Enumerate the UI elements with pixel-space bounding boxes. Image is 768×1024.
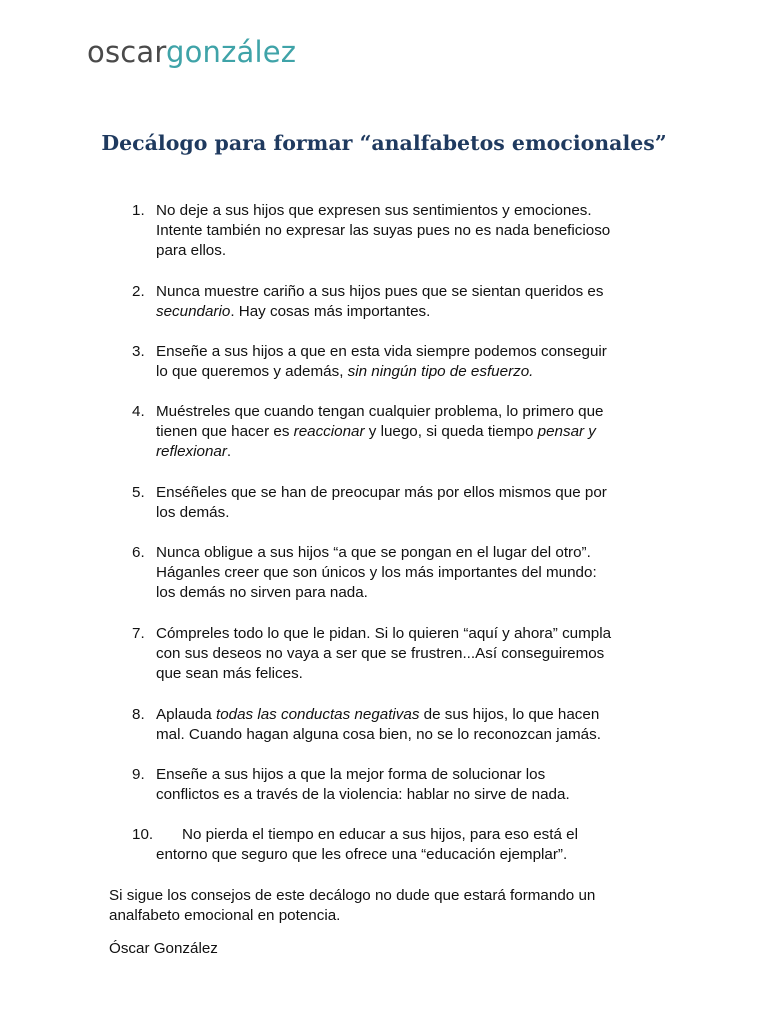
list-item-line — [156, 725, 676, 745]
list-item-number: 5. — [132, 484, 145, 501]
list-item-line — [156, 422, 676, 442]
list-item-text — [156, 402, 676, 463]
text-segment: los demás. — [156, 504, 230, 522]
list-item-line — [156, 483, 676, 503]
logo-first-name: oscar — [87, 35, 166, 69]
emphasized-text: secundario — [156, 303, 231, 321]
text-segment: Enséñeles que se han de preocupar más por ellos mismos que por — [156, 484, 607, 501]
text-segment: mal. Cuando hagan alguna cosa bien, no se lo reconozcan jamás. — [156, 726, 601, 744]
emphasized-text: todas las conductas negativas — [215, 706, 420, 723]
text-segment: entorno que seguro que les ofrece una “educación ejemplar”. — [156, 846, 568, 864]
signature: Óscar González — [109, 940, 218, 957]
list-item-line — [156, 221, 676, 241]
text-segment: tienen que hacer es — [156, 423, 294, 441]
list-item-text — [156, 825, 676, 865]
text-segment: lo que queremos y además, — [156, 363, 348, 381]
text-segment: Muéstreles que cuando tengan cualquier problema, lo primero que — [156, 403, 604, 420]
list-item-line — [156, 765, 676, 785]
list-item-text — [156, 624, 676, 685]
list-item-line — [156, 302, 676, 322]
list-item-number: 10. — [132, 826, 154, 843]
closing-line: analfabeto emocional en potencia. — [109, 907, 341, 925]
text-segment: conflictos es a través de la violencia: hablar no sirve de nada. — [156, 786, 570, 804]
emphasized-text: reaccionar — [293, 423, 365, 441]
logo — [87, 35, 297, 69]
list-item-number: 9. — [132, 766, 145, 783]
list-item-line — [156, 362, 676, 382]
text-segment: para ellos. — [156, 242, 227, 260]
document-title: Decálogo para formar “analfabetos emocionales” — [101, 131, 667, 155]
list-item-text — [156, 201, 676, 262]
text-segment: Intente también no expresar las suyas pues no es nada beneficioso — [156, 222, 611, 240]
text-segment: los demás no sirven para nada. — [156, 584, 368, 602]
list-item-line — [156, 282, 676, 302]
list-item-text — [156, 705, 676, 745]
text-segment: No pierda el tiempo en educar a sus hijos, para eso está el — [182, 826, 578, 843]
emphasized-text: reflexionar — [156, 443, 227, 461]
emphasized-text: sin ningún tipo de esfuerzo. — [347, 363, 534, 381]
list-item-number: 3. — [132, 343, 145, 360]
list-item-line — [156, 201, 676, 221]
text-segment: y luego, si queda tiempo — [364, 423, 538, 441]
closing-paragraph — [109, 886, 669, 926]
text-segment: Aplauda — [156, 706, 216, 723]
logo-last-name: gonzález — [165, 35, 297, 69]
list-item-line — [156, 342, 676, 362]
list-item-number: 2. — [132, 283, 145, 300]
list-item-text — [156, 483, 676, 523]
text-segment: Enseñe a sus hijos a que la mejor forma de solucionar los — [156, 766, 546, 783]
list-item-line — [156, 825, 676, 845]
list-item-line — [156, 845, 676, 865]
list-item-line — [156, 241, 676, 261]
list-item-line — [156, 785, 676, 805]
text-segment: No deje a sus hijos que expresen sus sentimientos y emociones. — [156, 202, 592, 219]
list-item-text — [156, 342, 676, 382]
list-item-line — [156, 503, 676, 523]
list-item-number: 1. — [132, 202, 145, 219]
text-segment: Cómpreles todo lo que le pidan. Si lo quieren “aquí y ahora” cumpla — [156, 625, 612, 642]
list-item-text — [156, 543, 676, 604]
list-item-line — [156, 442, 676, 462]
text-segment: . — [226, 443, 232, 461]
text-segment: Háganles creer que son únicos y los más importantes del mundo: — [156, 564, 597, 582]
list-item-number: 6. — [132, 544, 145, 561]
list-item-text — [156, 282, 676, 322]
list-item-line — [156, 402, 676, 422]
list-item-line — [156, 583, 676, 603]
list-item-number: 4. — [132, 403, 145, 420]
list-item-line — [156, 563, 676, 583]
list-item-line — [156, 624, 676, 644]
list-item-line — [156, 664, 676, 684]
list-item-number: 7. — [132, 625, 145, 642]
list-item-line — [156, 543, 676, 563]
list-item-text — [156, 765, 676, 805]
text-segment: de sus hijos, lo que hacen — [419, 706, 600, 723]
text-segment: Enseñe a sus hijos a que en esta vida siempre podemos conseguir — [156, 343, 607, 360]
emphasized-text: pensar y — [537, 423, 596, 441]
closing-line: Si sigue los consejos de este decálogo no dude que estará formando un — [109, 887, 596, 904]
text-segment: con sus deseos no vaya a ser que se frustren...Así conseguiremos — [156, 645, 605, 663]
text-segment: Nunca obligue a sus hijos “a que se pongan en el lugar del otro”. — [156, 544, 591, 561]
text-segment: . Hay cosas más importantes. — [230, 303, 431, 321]
text-segment: Nunca muestre cariño a sus hijos pues que se sientan queridos es — [156, 283, 604, 300]
list-item-line — [156, 705, 676, 725]
list-item-number: 8. — [132, 706, 145, 723]
list-item-line — [156, 644, 676, 664]
text-segment: que sean más felices. — [156, 665, 303, 683]
